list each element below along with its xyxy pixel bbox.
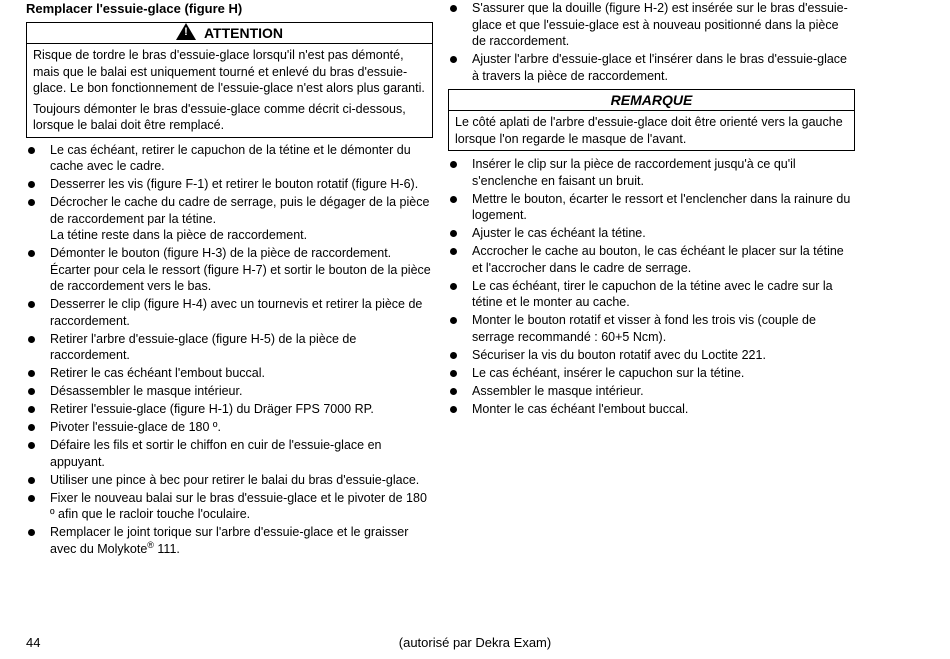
list-item: Sécuriser la vis du bouton rotatif avec du Loctite 221. <box>448 347 855 364</box>
list-item: Ajuster l'arbre d'essuie-glace et l'insérer dans le bras d'essuie-glace à travers la pièce de raccordement. <box>448 51 855 84</box>
list-item: Utiliser une pince à bec pour retirer le balai du bras d'essuie-glace. <box>26 472 433 489</box>
list-item: Démonter le bouton (figure H-3) de la pièce de raccordement. Écarter pour cela le ressort (figure H-7) et sortir le bouton de la pièce de raccordement vers le bas. <box>26 245 433 295</box>
list-item: Désassembler le masque intérieur. <box>26 383 433 400</box>
list-item: Retirer l'arbre d'essuie-glace (figure H-5) de la pièce de raccordement. <box>26 331 433 364</box>
attention-heading: ATTENTION <box>203 25 284 41</box>
footer-note: (autorisé par Dekra Exam) <box>398 635 552 650</box>
bullet-icon <box>450 161 457 168</box>
list-item: Fixer le nouveau balai sur le bras d'essuie-glace et le pivoter de 180 º afin que le racloir touche l'oculaire. <box>26 490 433 523</box>
list-item: Le cas échéant, insérer le capuchon sur la tétine. <box>448 365 855 382</box>
bullet-icon <box>450 283 457 290</box>
bullet-icon <box>450 370 457 377</box>
left-step-list <box>26 142 433 558</box>
registered-mark: ® <box>147 539 154 550</box>
left-column <box>26 0 433 559</box>
attention-paragraph: Toujours démonter le bras d'essuie-glace comme décrit ci-dessous, lorsque le balai doit être remplacé. <box>33 101 406 132</box>
remarque-text: Le côté aplati de l'arbre d'essuie-glace doit être orienté vers la gauche lorsque l'on regarde le masque de l'avant. <box>455 115 843 146</box>
list-item: Le cas échéant, tirer le capuchon de la tétine avec le cadre sur la tétine et le monter au cache. <box>448 278 855 311</box>
list-item: Retirer le cas échéant l'embout buccal. <box>26 365 433 382</box>
bullet-icon <box>28 181 35 188</box>
bullet-icon <box>28 370 35 377</box>
page-number: 44 <box>26 635 41 650</box>
list-item: Desserrer les vis (figure F-1) et retirer le bouton rotatif (figure H-6). <box>26 176 433 193</box>
bullet-icon <box>28 301 35 308</box>
bullet-icon <box>28 336 35 343</box>
list-item: Remplacer le joint torique sur l'arbre d'essuie-glace et le graisser avec du Molykote® 111. <box>26 524 433 557</box>
list-item: Mettre le bouton, écarter le ressort et l'enclencher dans la rainure du logement. <box>448 191 855 224</box>
warning-triangle-icon: ! <box>176 23 196 40</box>
list-item: Le cas échéant, retirer le capuchon de la tétine et le démonter du cache avec le cadre. <box>26 142 433 175</box>
bullet-icon <box>450 248 457 255</box>
list-item: Décrocher le cache du cadre de serrage, puis le dégager de la pièce de raccordement par la tétine. La tétine reste dans la pièce de raccordement. <box>26 194 433 244</box>
bullet-icon <box>450 317 457 324</box>
list-item: Desserrer le clip (figure H-4) avec un tournevis et retirer la pièce de raccordement. <box>26 296 433 329</box>
list-item: Ajuster le cas échéant la tétine. <box>448 225 855 242</box>
remarque-box <box>448 89 855 151</box>
step-note: La tétine reste dans la pièce de raccordement. <box>50 228 308 242</box>
list-item: Défaire les fils et sortir le chiffon en cuir de l'essuie-glace en appuyant. <box>26 437 433 470</box>
bullet-icon <box>450 406 457 413</box>
attention-box <box>26 22 433 138</box>
right-step-list-bottom <box>448 156 855 417</box>
bullet-icon <box>28 442 35 449</box>
bullet-icon <box>450 196 457 203</box>
bullet-icon <box>450 388 457 395</box>
attention-heading-bar <box>27 23 432 44</box>
list-item: Accrocher le cache au bouton, le cas échéant le placer sur la tétine et l'accrocher dans le cadre de serrage. <box>448 243 855 276</box>
list-item: Assembler le masque intérieur. <box>448 383 855 400</box>
section-title: Remplacer l'essuie-glace (figure H) <box>26 1 243 16</box>
list-item: Monter le bouton rotatif et visser à fond les trois vis (couple de serrage recommandé : 60+5 Ncm). <box>448 312 855 345</box>
remarque-heading: REMARQUE <box>449 90 854 111</box>
list-item: Retirer l'essuie-glace (figure H-1) du Dräger FPS 7000 RP. <box>26 401 433 418</box>
bullet-icon <box>28 495 35 502</box>
right-step-list-top <box>448 0 855 84</box>
bullet-icon <box>28 388 35 395</box>
bullet-icon <box>28 406 35 413</box>
bullet-icon <box>28 477 35 484</box>
bullet-icon <box>28 199 35 206</box>
list-item: Pivoter l'essuie-glace de 180 º. <box>26 419 433 436</box>
list-item: S'assurer que la douille (figure H-2) est insérée sur le bras d'essuie-glace et que l'essuie-glace est à nouveau positionné dans la pièce de raccordement. <box>448 0 855 50</box>
attention-paragraph: Risque de tordre le bras d'essuie-glace lorsqu'il n'est pas démonté, mais que le balai est uniquement tourné et enlevé du bras d'essuie-glace. Le bon fonctionnement de l'essuie-glace n'est alors plus garanti. <box>33 48 425 95</box>
list-item: Insérer le clip sur la pièce de raccordement jusqu'à ce qu'il s'enclenche en faisant un bruit. <box>448 156 855 189</box>
bullet-icon <box>450 56 457 63</box>
bullet-icon <box>450 230 457 237</box>
bullet-icon <box>28 250 35 257</box>
right-column <box>448 0 855 419</box>
bullet-icon <box>450 5 457 12</box>
bullet-icon <box>450 352 457 359</box>
attention-body <box>27 44 432 137</box>
bullet-icon <box>28 147 35 154</box>
bullet-icon <box>28 529 35 536</box>
bullet-icon <box>28 424 35 431</box>
list-item: Monter le cas échéant l'embout buccal. <box>448 401 855 418</box>
